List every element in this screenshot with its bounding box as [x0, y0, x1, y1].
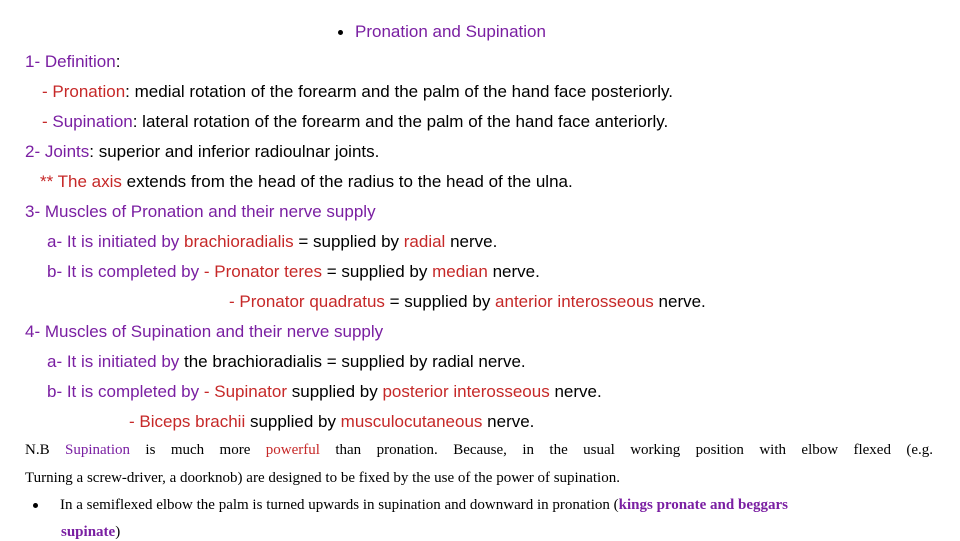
- title-bullet-icon: [338, 30, 343, 35]
- note-line-2: Turning a screw-driver, a doorknob) are designed to be fixed by the use of the power of supination.: [25, 470, 620, 486]
- definition-supination: - Supination: lateral rotation of the forearm and the palm of the hand face anteriorly.: [42, 112, 669, 131]
- pronation-completed: b- It is completed by - Pronator teres = supplied by median nerve.: [47, 262, 540, 281]
- note-line-1: N.B Supination is much more powerful than pronation. Because, in the usual working position with elbow flexed (e.g.: [25, 442, 934, 458]
- joints-line: 2- Joints: superior and inferior radioulnar joints.: [25, 142, 380, 161]
- definition-heading: 1- Definition:: [25, 52, 121, 71]
- bullet-line-2: supinate): [61, 524, 121, 540]
- supination-initiated: a- It is initiated by the brachioradialis = supplied by radial nerve.: [47, 352, 526, 371]
- pronation-initiated: a- It is initiated by brachioradialis = supplied by radial nerve.: [47, 232, 498, 251]
- page-title: Pronation and Supination: [338, 22, 546, 42]
- definition-pronation: - Pronation: medial rotation of the forearm and the palm of the hand face posteriorly.: [42, 82, 673, 101]
- supination-muscles-heading: 4- Muscles of Supination and their nerve supply: [25, 322, 384, 341]
- axis-line: ** The axis extends from the head of the radius to the head of the ulna.: [40, 172, 573, 191]
- pronation-muscles-heading: 3- Muscles of Pronation and their nerve supply: [25, 202, 376, 221]
- pronation-quadratus: - Pronator quadratus = supplied by anterior interosseous nerve.: [229, 292, 706, 311]
- bullet-icon: [33, 503, 38, 508]
- supination-biceps: - Biceps brachii supplied by musculocutaneous nerve.: [129, 412, 535, 431]
- supination-completed: b- It is completed by - Supinator supplied by posterior interosseous nerve.: [47, 382, 602, 401]
- bullet-line-1: In a semiflexed elbow the palm is turned upwards in supination and downward in pronation (kings pronate and beggars: [33, 496, 788, 514]
